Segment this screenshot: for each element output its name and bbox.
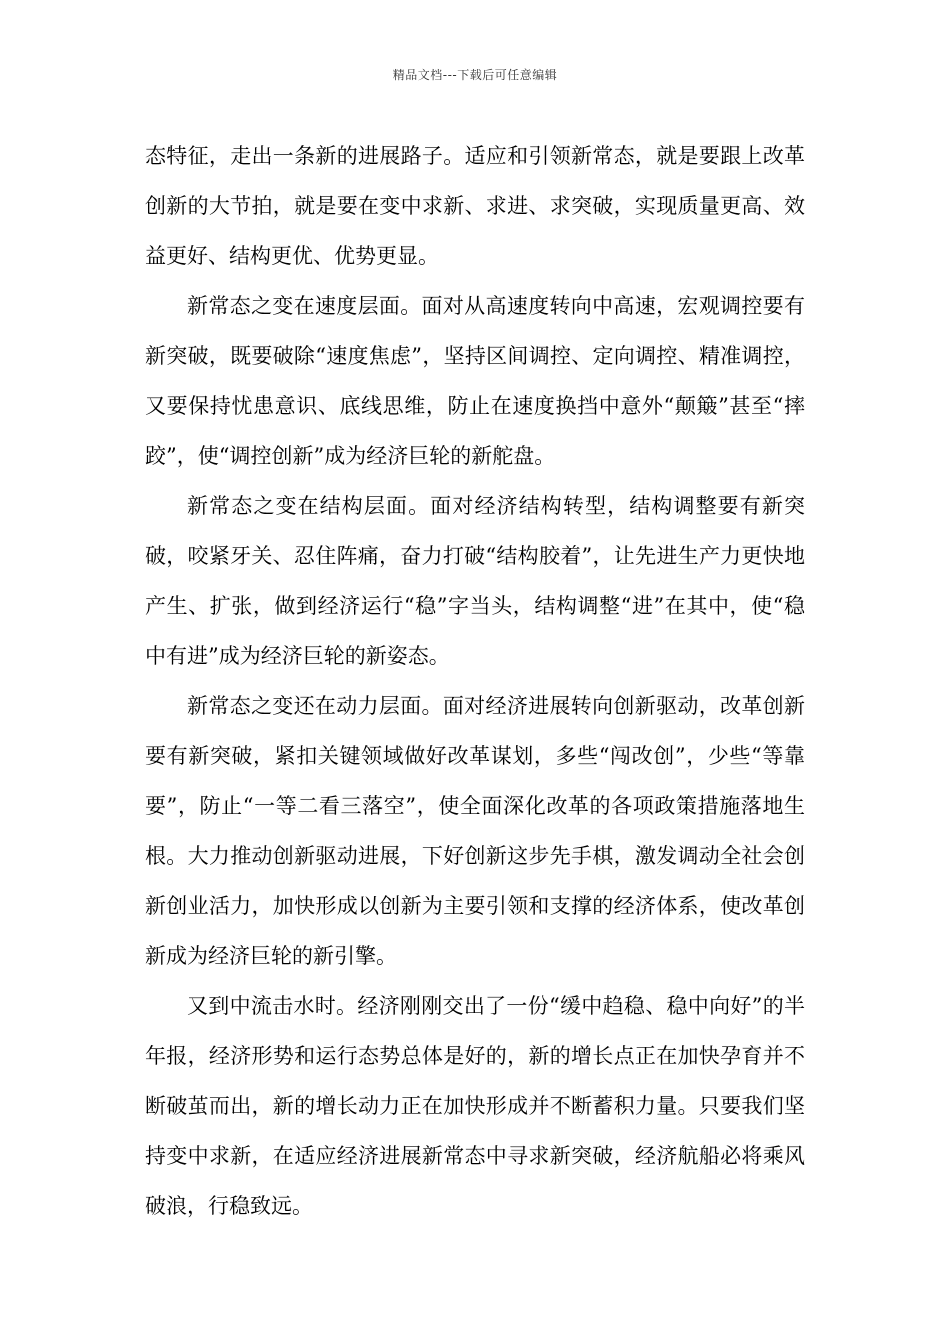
- document-body: [145, 131, 805, 1231]
- page-header: 精品文档---下载后可任意编辑: [392, 68, 558, 82]
- paragraph-speed: 新常态之变在速度层面。面对从高速度转向中高速，宏观调控要有新突破，既要破除“速度焦虑”，坚持区间调控、定向调控、精准调控，又要保持忧患意识、底线思维，防止在速度换挡中意外“颠簸”甚至“摔跤”，使“调控创新”成为经济巨轮的新舵盘。: [145, 294, 805, 468]
- paragraph-momentum: 新常态之变还在动力层面。面对经济进展转向创新驱动，改革创新要有新突破，紧扣关键领域做好改革谋划，多些“闯改创”，少些“等靠要”，防止“一等二看三落空”，使全面深化改革的各项政策措施落地生根。大力推动创新驱动进展，下好创新这步先手棋，激发调动全社会创新创业活力，加快形成以创新为主要引领和支撑的经济体系，使改革创新成为经济巨轮的新引擎。: [145, 694, 805, 968]
- paragraph-structure: 新常态之变在结构层面。面对经济结构转型，结构调整要有新突破，咬紧牙关、忍住阵痛，奋力打破“结构胶着”，让先进生产力更快地产生、扩张，做到经济运行“稳”字当头，结构调整“进”在其中，使“稳中有进”成为经济巨轮的新姿态。: [145, 494, 805, 668]
- paragraph-conclusion: 又到中流击水时。经济刚刚交出了一份“缓中趋稳、稳中向好”的半年报，经济形势和运行态势总体是好的，新的增长点正在加快孕育并不断破茧而出，新的增长动力正在加快形成并不断蓄积力量。只要我们坚持变中求新，在适应经济进展新常态中寻求新突破，经济航船必将乘风破浪，行稳致远。: [145, 994, 805, 1218]
- paragraph-continuation: 态特征，走出一条新的进展路子。适应和引领新常态，就是要跟上改革创新的大节拍，就是要在变中求新、求进、求突破，实现质量更高、效益更好、结构更优、优势更显。: [145, 144, 805, 268]
